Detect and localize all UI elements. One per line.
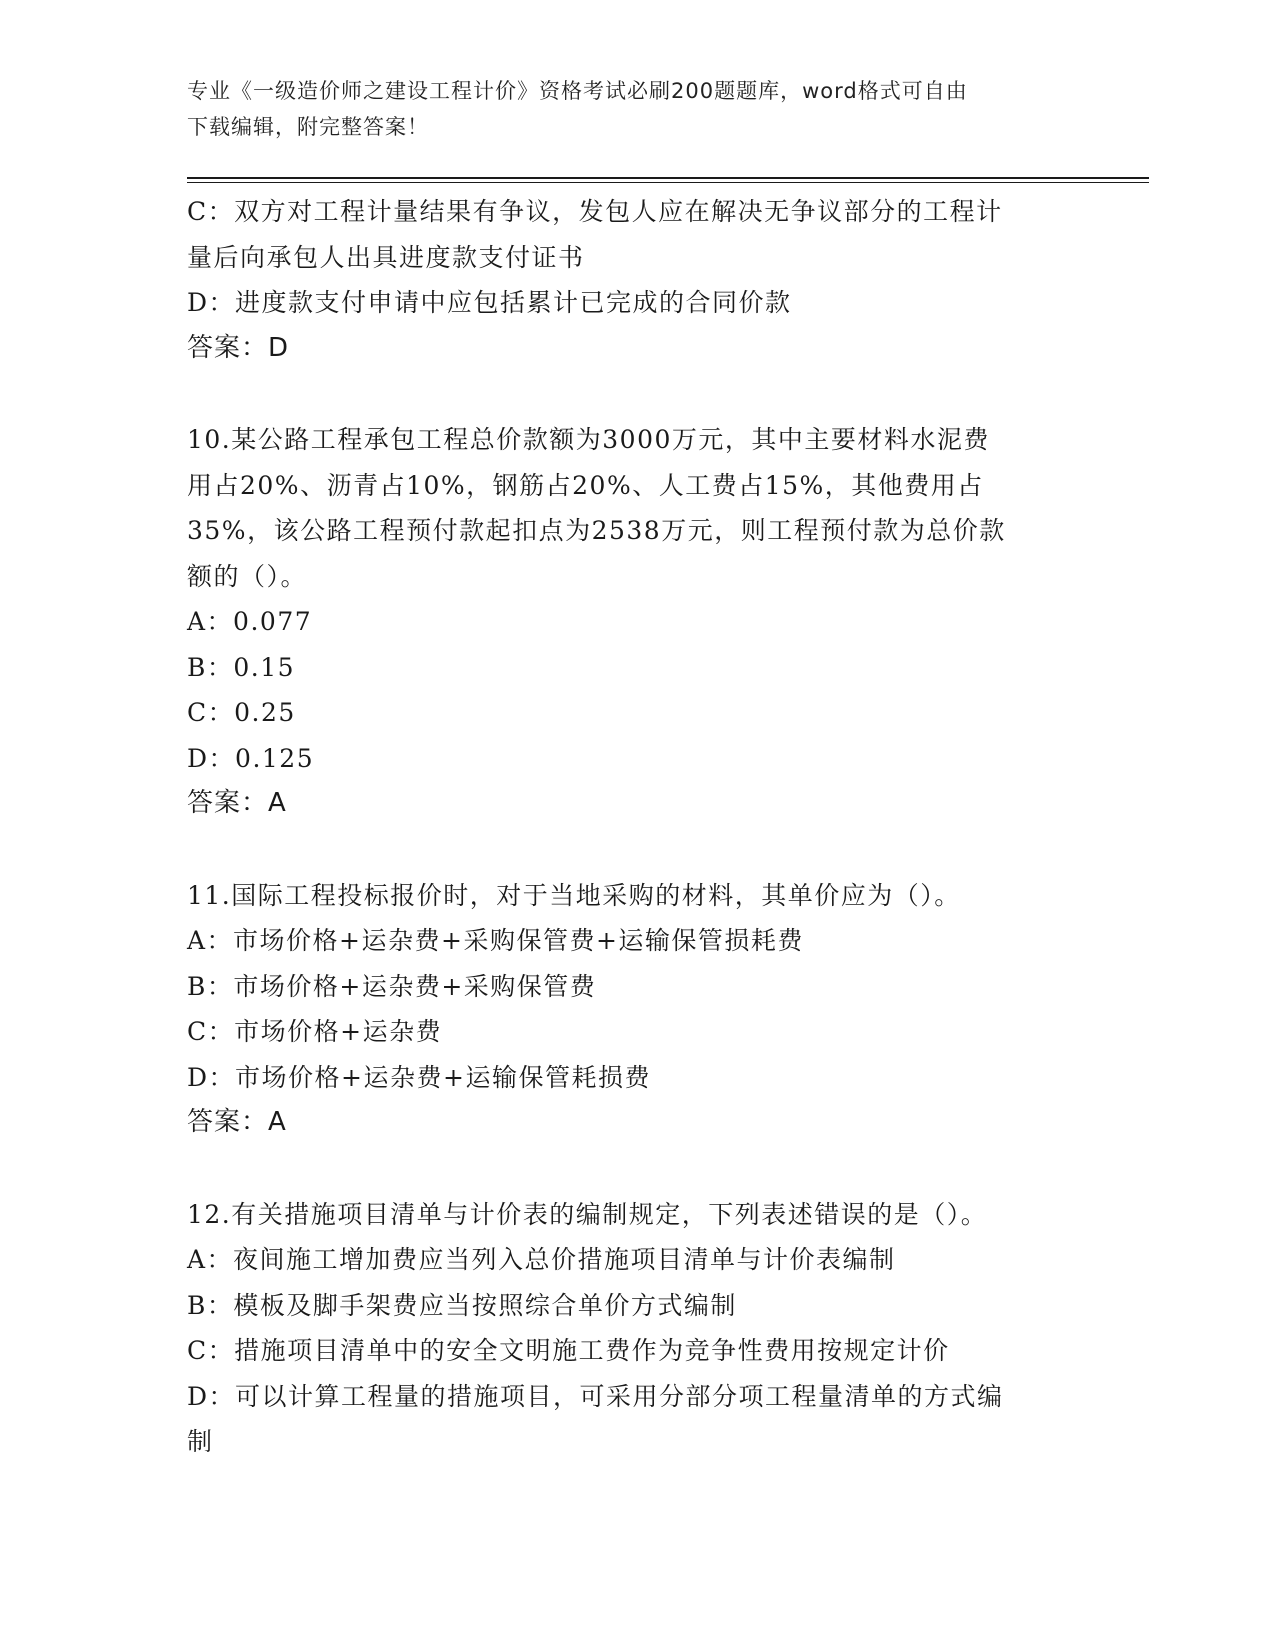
q10-stem-line-4: 额的（）。 xyxy=(187,561,308,591)
header-rule-thin xyxy=(187,182,1149,183)
header-line-1: 专业《一级造价师之建设工程计价》资格考试必刷200题题库，word格式可自由 xyxy=(187,79,968,103)
q12-option-d-line-2: 制 xyxy=(187,1427,214,1456)
q10-option-b: B：0.15 xyxy=(187,652,296,682)
q10-answer: 答案：A xyxy=(187,788,287,818)
q12-option-c: C：措施项目清单中的安全文明施工费作为竞争性费用按规定计价 xyxy=(187,1336,950,1365)
question-12 xyxy=(187,1192,1067,1465)
q9-answer: 答案：D xyxy=(187,332,290,363)
q12-stem: 12.有关措施项目清单与计价表的编制规定，下列表述错误的是（）。 xyxy=(187,1199,988,1229)
q10-option-d: D：0.125 xyxy=(187,743,315,773)
question-9-tail xyxy=(187,189,1067,371)
q11-stem: 11.国际工程投标报价时，对于当地采购的材料，其单价应为（）。 xyxy=(187,880,961,910)
spacer xyxy=(187,827,1067,873)
q11-option-a: A：市场价格+运杂费+采购保管费+运输保管损耗费 xyxy=(187,926,804,955)
header-line-2: 下载编辑，附完整答案！ xyxy=(187,115,429,139)
spacer xyxy=(187,371,1067,417)
question-10 xyxy=(187,417,1067,827)
q10-stem-line-1: 10.某公路工程承包工程总价款额为3000万元，其中主要材料水泥费 xyxy=(187,425,990,454)
spacer xyxy=(187,1146,1067,1192)
q12-option-b: B：模板及脚手架费应当按照综合单价方式编制 xyxy=(187,1290,737,1320)
q9-option-c-line-2: 量后向承包人出具进度款支付证书 xyxy=(187,242,585,272)
q10-stem-line-3: 35%，该公路工程预付款起扣点为2538万元，则工程预付款为总价款 xyxy=(187,516,1006,545)
q12-option-d-line-1: D：可以计算工程量的措施项目，可采用分部分项工程量清单的方式编 xyxy=(187,1381,1004,1411)
q11-option-d: D：市场价格+运杂费+运输保管耗损费 xyxy=(187,1062,651,1092)
q11-option-c: C：市场价格+运杂费 xyxy=(187,1017,443,1046)
q9-option-c-line-1: C：双方对工程计量结果有争议，发包人应在解决无争议部分的工程计 xyxy=(187,197,1003,226)
q10-stem-line-2: 用占20%、沥青占10%，钢筋占20%、人工费占15%，其他费用占 xyxy=(187,470,984,500)
q12-option-a: A：夜间施工增加费应当列入总价措施项目清单与计价表编制 xyxy=(187,1245,896,1274)
q11-answer: 答案：A xyxy=(187,1107,287,1137)
document-body xyxy=(187,189,1067,1465)
q10-option-a: A：0.077 xyxy=(187,607,313,636)
q11-option-b: B：市场价格+运杂费+采购保管费 xyxy=(187,971,597,1001)
question-11 xyxy=(187,873,1067,1146)
q9-option-d: D：进度款支付申请中应包括累计已完成的合同价款 xyxy=(187,288,792,317)
header-rule-thick xyxy=(187,177,1149,179)
q10-option-c: C：0.25 xyxy=(187,698,296,727)
document-header xyxy=(187,73,1067,145)
